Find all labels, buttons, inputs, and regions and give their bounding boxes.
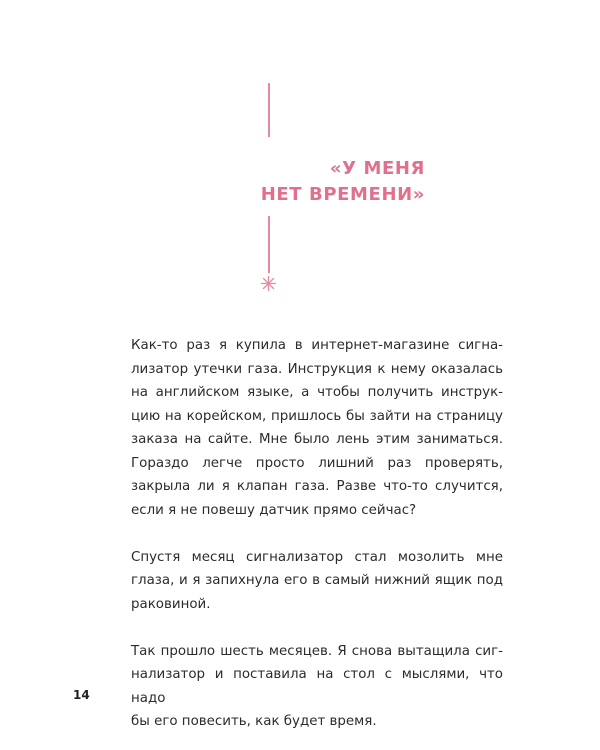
paragraph-1 [131, 334, 503, 522]
bottom-vertical-rule [268, 216, 270, 273]
body-text [131, 334, 503, 734]
paragraph-3 [131, 640, 503, 734]
text-line: бы его повесить, как будет время. [131, 714, 377, 729]
chapter-title [0, 156, 540, 208]
text-line: Так прошло шесть месяцев. Я снова вытащила сиг- [131, 643, 503, 659]
page-number: 14 [73, 688, 90, 702]
text-line: на английском языке, а чтобы получить инструк- [131, 385, 503, 400]
text-line: Гораздо легче просто лишний раз проверять, [131, 455, 503, 471]
top-vertical-rule [268, 83, 270, 137]
text-line: глаза, и я запихнула его в самый нижний ящик под [131, 573, 503, 588]
paragraph-2 [131, 546, 503, 617]
chapter-title-line-1: «У МЕНЯ [329, 158, 425, 179]
text-line: цию на корейском, пришлось бы зайти на страницу [131, 408, 503, 424]
text-line: если я не повешу датчик прямо сейчас? [131, 502, 417, 518]
text-line: Как-то раз я купила в интернет-магазине сигна- [131, 338, 503, 353]
text-line: закрыла ли я клапан газа. Разве что-то случится, [131, 479, 503, 494]
asterisk-icon [260, 275, 277, 292]
text-line: Спустя месяц сигнализатор стал мозолить мне [131, 549, 503, 565]
text-line: раковиной. [131, 596, 211, 612]
chapter-title-line-2: НЕТ ВРЕМЕНИ» [260, 184, 425, 205]
text-line: нализатор и поставила на стол с мыслями, что надо [131, 667, 503, 706]
text-line: лизатор утечки газа. Инструкция к нему оказалась [131, 361, 503, 377]
text-line: заказа на сайте. Мне было лень этим заниматься. [131, 432, 503, 447]
